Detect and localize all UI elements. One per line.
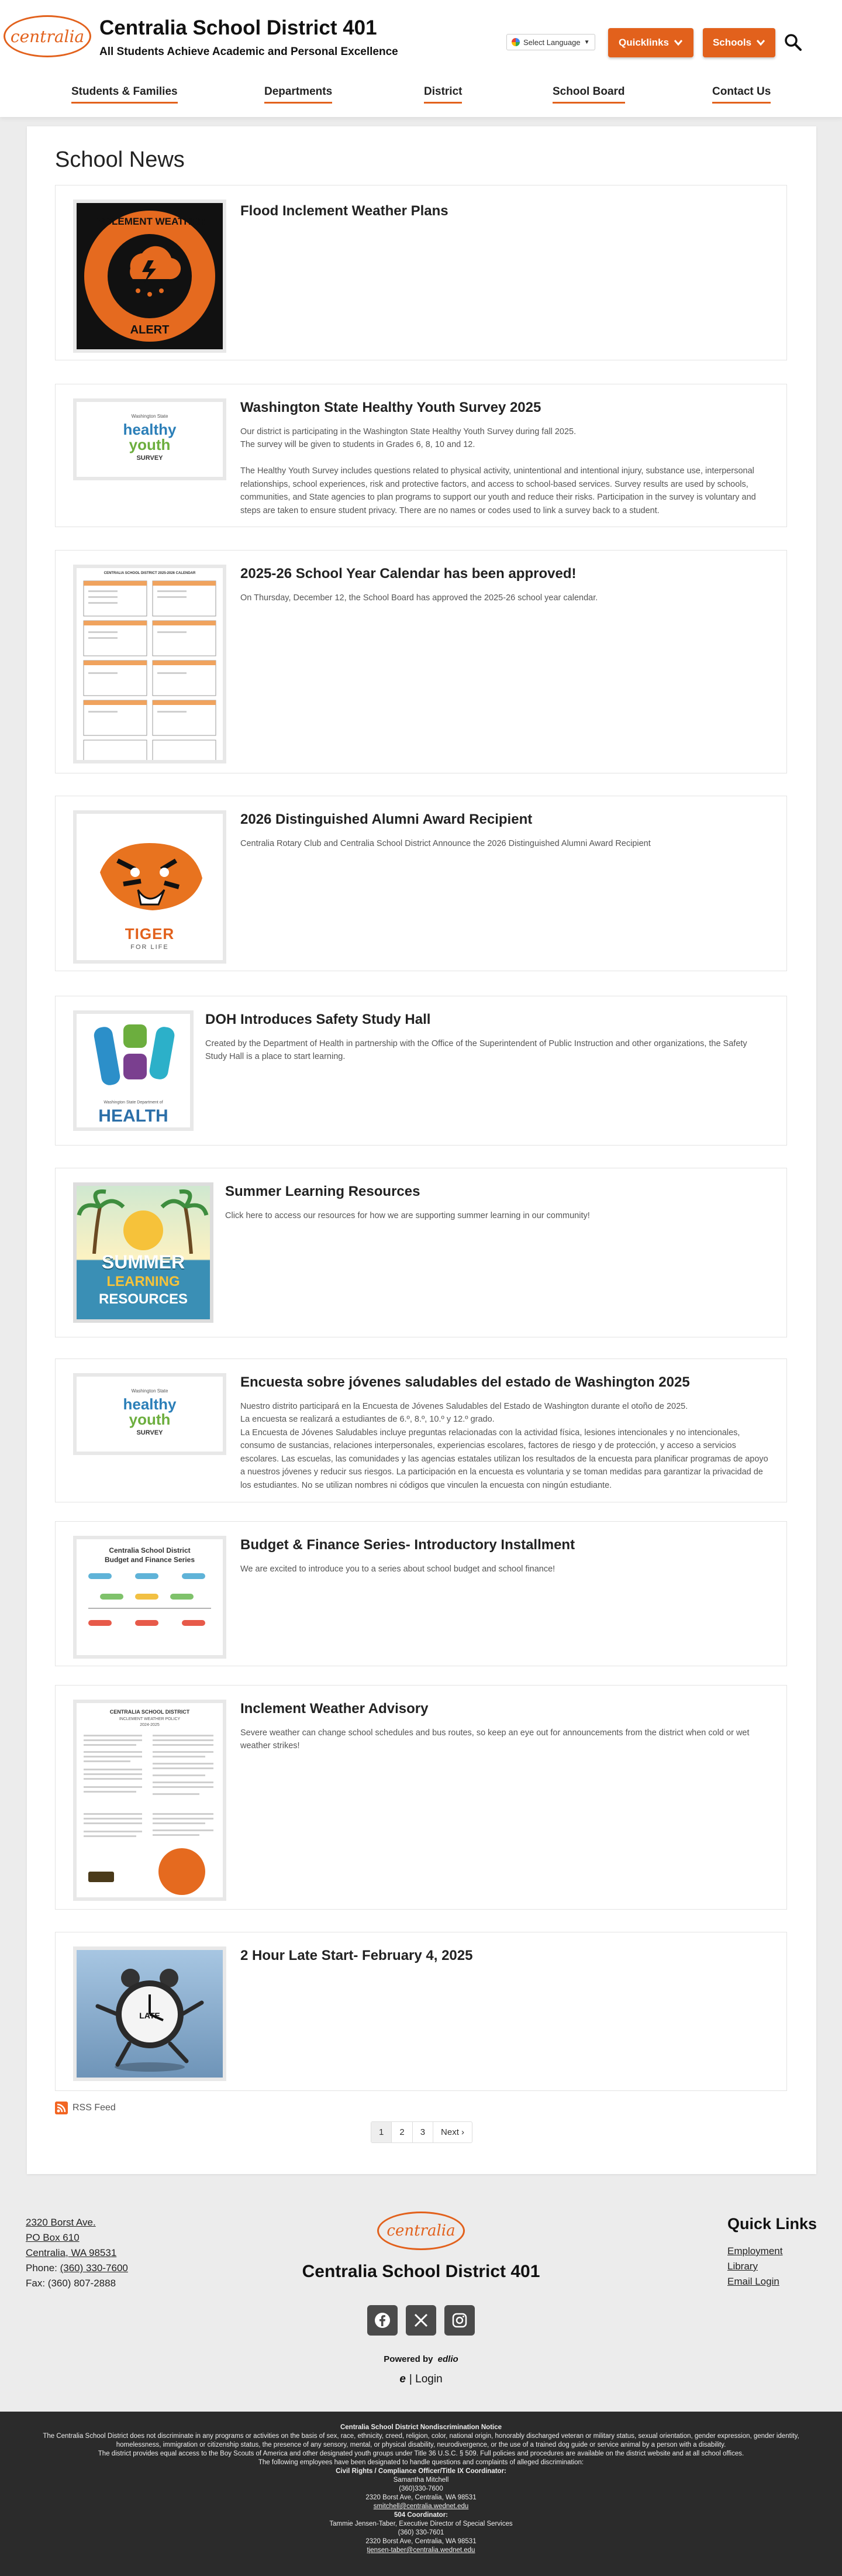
article-image[interactable]: [73, 1182, 213, 1323]
article-title[interactable]: DOH Introduces Safety Study Hall: [205, 1012, 431, 1027]
article-description: Nuestro distrito participará en la Encuesta de Jóvenes Saludables del Estado de Washington durante el otoño de 2025. La encuesta se realizará a estudiantes de 6.º, 8.º, 10.º y 12.º grado. La Encuesta de Jóvenes Saludables incluye preguntas relacionadas con la actividad física, lesiones intencionales y no intencionales, consumo de sustancias, relaciones interpersonales, experiencias escolares, factores de riesgo y de protección, y acceso a servicios escolares. Las escuelas, las comunidades y las agencias estatales utilizan los resultados de la encuesta para planificar programas de apoyo a nuestros jóvenes y reducir sus riesgos. La participación en la encuesta es voluntaria y se toman medidas para garantizar la privacidad de los estudiantes. No se utilizan nombres ni códigos que vinculen la encuesta con ningún estudiante.: [240, 1402, 768, 1490]
facebook-icon[interactable]: [367, 2305, 398, 2336]
quick-link-employment[interactable]: Employment: [727, 2245, 783, 2257]
alert-bottom-text: ALERT: [130, 324, 170, 336]
article-description: Click here to access our resources for how we are supporting summer learning in our community!: [225, 1211, 590, 1220]
weather-policy-image: [77, 1731, 223, 1901]
hys-word-survey: SURVEY: [136, 455, 163, 462]
article-title[interactable]: 2026 Distinguished Alumni Award Recipient: [240, 811, 533, 827]
news-item[interactable]: [55, 384, 787, 527]
news-item[interactable]: [55, 1358, 787, 1502]
news-item[interactable]: [55, 1521, 787, 1666]
section-504-heading: 504 Coordinator:: [394, 2512, 448, 2519]
article-image[interactable]: [73, 1373, 226, 1455]
tiger-logo-image: [77, 826, 223, 925]
nav-school-board[interactable]: School Board: [553, 85, 625, 104]
budget-line1: Centralia School District: [109, 1546, 191, 1554]
news-item[interactable]: [55, 1168, 787, 1337]
hys-word-survey: SURVEY: [136, 1429, 163, 1436]
article-description: Severe weather can change school schedules and bus routes, so keep an eye out for announcements from the district when cold or wet weather strikes!: [240, 1728, 750, 1751]
article-title[interactable]: 2025-26 School Year Calendar has been approved!: [240, 566, 577, 582]
hys-word-healthy: healthy: [123, 421, 177, 438]
site-footer: [0, 2200, 842, 2410]
article-title[interactable]: Summer Learning Resources: [225, 1184, 420, 1199]
contact-address: 2320 Borst Ave, Centralia, WA 98531: [365, 2494, 477, 2501]
news-item[interactable]: [55, 996, 787, 1146]
footer-logo-text: centralia: [387, 2222, 455, 2240]
hys-small-text: Washington State: [131, 1388, 168, 1394]
article-title[interactable]: Budget & Finance Series- Introductory Installment: [240, 1537, 575, 1553]
article-image[interactable]: [73, 565, 226, 763]
page-title: School News: [55, 147, 185, 172]
article-description: Created by the Department of Health in partnership with the Office of the Superintendent of Public Instruction and other organizations, the Safety Study Hall is a place to start learning.: [205, 1039, 747, 1062]
schools-button[interactable]: [703, 28, 775, 57]
article-title[interactable]: Inclement Weather Advisory: [240, 1701, 429, 1717]
article-title[interactable]: 2 Hour Late Start- February 4, 2025: [240, 1948, 473, 1963]
resources-word: RESOURCES: [98, 1291, 188, 1307]
tiger-sub: FOR LIFE: [130, 944, 169, 951]
quick-links-title: Quick Links: [727, 2215, 817, 2233]
notice-paragraph: The district provides equal access to the Boy Scouts of America and other designated youth groups under Title 36 U.S.C. § 509. Full policies and procedures are available on the district website and at all school offices.: [98, 2450, 744, 2457]
calendar-header-text: CENTRALIA SCHOOL DISTRICT 2025-2026 CALENDAR: [103, 572, 196, 575]
contact-email-link[interactable]: tjensen-taber@centralia.wednet.edu: [367, 2547, 475, 2554]
dropdown-arrow-icon: ▼: [584, 39, 590, 46]
hys-word-youth: youth: [129, 436, 171, 453]
login-label: Login: [415, 2373, 443, 2385]
article-image[interactable]: [73, 1946, 226, 2081]
logo-text: centralia: [10, 26, 85, 46]
article-description: We are excited to introduce you to a series about school budget and school finance!: [240, 1564, 555, 1574]
quicklinks-button[interactable]: [608, 28, 693, 57]
nav-district[interactable]: District: [424, 85, 462, 104]
article-image[interactable]: [73, 810, 226, 964]
chevron-down-icon: [756, 39, 765, 46]
advisory-line3: 2024-2025: [140, 1723, 160, 1727]
next-page-button[interactable]: Next ›: [441, 2127, 465, 2137]
instagram-icon[interactable]: [444, 2305, 475, 2336]
powered-by[interactable]: [0, 2354, 842, 2364]
civil-rights-heading: Civil Rights / Compliance Officer/Title IX Coordinator:: [336, 2468, 506, 2475]
x-glyph: [413, 2313, 429, 2328]
learning-word: LEARNING: [106, 1274, 180, 1289]
facebook-glyph: [374, 2312, 391, 2329]
x-icon[interactable]: [406, 2305, 436, 2336]
edlio-brand: edlio: [437, 2354, 458, 2364]
hys-word-youth: youth: [129, 1411, 171, 1428]
google-icon: [512, 38, 520, 46]
site-tagline: All Students Achieve Academic and Personal Excellence: [99, 46, 398, 58]
hys-word-healthy: healthy: [123, 1395, 177, 1413]
advisory-line1: CENTRALIA SCHOOL DISTRICT: [109, 1709, 190, 1715]
rss-label: RSS Feed: [73, 2103, 116, 2113]
schools-label: Schools: [712, 37, 752, 48]
health-small-text: Washington State Department of: [103, 1100, 163, 1105]
tiger-word: TIGER: [125, 925, 175, 943]
main-content: [27, 126, 816, 2174]
rss-icon: [55, 2102, 68, 2114]
contact-name: Samantha Mitchell: [393, 2477, 449, 2484]
contact-name: Tammie Jensen-Taber, Executive Director of Special Services: [329, 2520, 513, 2527]
news-item[interactable]: [55, 1932, 787, 2091]
notice-paragraph: The following employees have been designated to handle questions and complaints of alleged discrimination:: [258, 2459, 584, 2466]
notice-heading: Centralia School District Nondiscrimination Notice: [340, 2424, 502, 2431]
news-item[interactable]: [55, 550, 787, 773]
article-image[interactable]: [73, 200, 226, 353]
hys-small-text: Washington State: [131, 414, 168, 419]
quick-link-library[interactable]: Library: [727, 2261, 758, 2272]
language-select[interactable]: [506, 34, 595, 50]
footer-logo[interactable]: [377, 2212, 465, 2250]
phone-link[interactable]: (360) 330-7600: [60, 2262, 128, 2274]
address-line[interactable]: PO Box 610: [26, 2232, 80, 2243]
district-logo[interactable]: [4, 15, 91, 57]
article-title[interactable]: Flood Inclement Weather Plans: [240, 203, 448, 219]
article-description: Centralia Rotary Club and Centralia School District Announce the 2026 Distinguished Alumni Award Recipient: [240, 839, 651, 848]
nav-students-families[interactable]: Students & Families: [71, 85, 178, 104]
contact-phone: (360)330-7600: [399, 2485, 443, 2492]
nav-departments[interactable]: Departments: [264, 85, 332, 104]
budget-line2: Budget and Finance Series: [104, 1556, 195, 1564]
address-line[interactable]: 2320 Borst Ave.: [26, 2217, 96, 2228]
site-header: [0, 0, 842, 117]
calendar-grid-image: [77, 579, 223, 763]
page-2-button[interactable]: 2: [392, 2122, 412, 2142]
article-image[interactable]: [73, 1536, 226, 1659]
notice-paragraph: The Centralia School District does not discriminate in any programs or activities on the basis of sex, race, ethnicity, creed, religion, color, national origin, honorably discharged veteran or military status, sexual orientation, gender expression, gender identity, homelessness, immigration or citizenship status, the presence of any sensory, mental, or physical disability, neurodivergence, or the use of a trained dog guide or service animal by a person with a disability.: [43, 2433, 799, 2448]
chevron-down-icon: [674, 39, 683, 46]
news-item[interactable]: [55, 185, 787, 360]
advisory-line2: INCLEMENT WEATHER POLICY: [119, 1717, 181, 1721]
phone-label: Phone:: [26, 2262, 60, 2274]
pagination: [371, 2121, 472, 2143]
main-nav: [0, 85, 842, 106]
address-line[interactable]: Centralia, WA 98531: [26, 2247, 117, 2258]
palm-trees-image: [77, 1189, 210, 1254]
health-word: HEALTH: [98, 1106, 168, 1126]
login-link[interactable]: e | Login: [399, 2373, 443, 2385]
alert-top-text: INCLEMENT WEATHER: [94, 216, 205, 227]
rss-feed-link[interactable]: [55, 2102, 116, 2114]
news-item[interactable]: [55, 1685, 787, 1910]
nav-contact-us[interactable]: Contact Us: [712, 85, 771, 104]
budget-flow-image: [77, 1567, 223, 1655]
article-title[interactable]: Encuesta sobre jóvenes saludables del estado de Washington 2025: [240, 1374, 690, 1390]
article-image[interactable]: [73, 1700, 226, 1901]
instagram-glyph: [451, 2312, 468, 2329]
contact-address: 2320 Borst Ave, Centralia, WA 98531: [365, 2538, 477, 2545]
edlio-icon: e: [399, 2373, 406, 2385]
search-icon[interactable]: [784, 33, 802, 51]
article-title[interactable]: Washington State Healthy Youth Survey 2025: [240, 400, 541, 415]
contact-phone: (360) 330-7601: [398, 2529, 444, 2536]
footer-title: Centralia School District 401: [302, 2262, 540, 2281]
nondiscrimination-notice: [0, 2412, 842, 2576]
article-description: Our district is participating in the Washington State Healthy Youth Survey during fall 2025. The survey will be given to students in Grades 6, 8, 10 and 12. The Healthy Youth Survey includes questions related to physical activity, unintentional and intentional injury, substance use, interpersonal relationships, school experiences, risk and protective factors, and access to school-based services. Survey results are used by schools, communities, and State agencies to plan programs to support our youth and reduce their risks. Participation in the survey is voluntary and steps are taken to ensure student privacy. There are no names or codes used to link a survey back to a student.: [240, 427, 756, 515]
fax-line: Fax: (360) 807-2888: [26, 2278, 116, 2289]
site-title[interactable]: Centralia School District 401: [99, 16, 377, 39]
powered-by-label: Powered by: [384, 2354, 433, 2364]
page-1-button[interactable]: 1: [371, 2122, 392, 2142]
article-description: On Thursday, December 12, the School Board has approved the 2025-26 school year calendar.: [240, 593, 598, 603]
summer-word: SUMMER: [101, 1251, 185, 1272]
news-item[interactable]: [55, 796, 787, 971]
contact-email-link[interactable]: smitchell@centralia.wednet.edu: [373, 2503, 469, 2510]
quick-link-email-login[interactable]: Email Login: [727, 2276, 779, 2287]
article-image[interactable]: [73, 1010, 194, 1131]
article-image[interactable]: [73, 398, 226, 480]
quicklinks-label: Quicklinks: [619, 37, 669, 48]
page-3-button[interactable]: 3: [413, 2122, 433, 2142]
late-word: LATE: [139, 2011, 160, 2020]
language-select-label: Select Language: [523, 37, 581, 47]
health-logo-image: [77, 1020, 190, 1096]
